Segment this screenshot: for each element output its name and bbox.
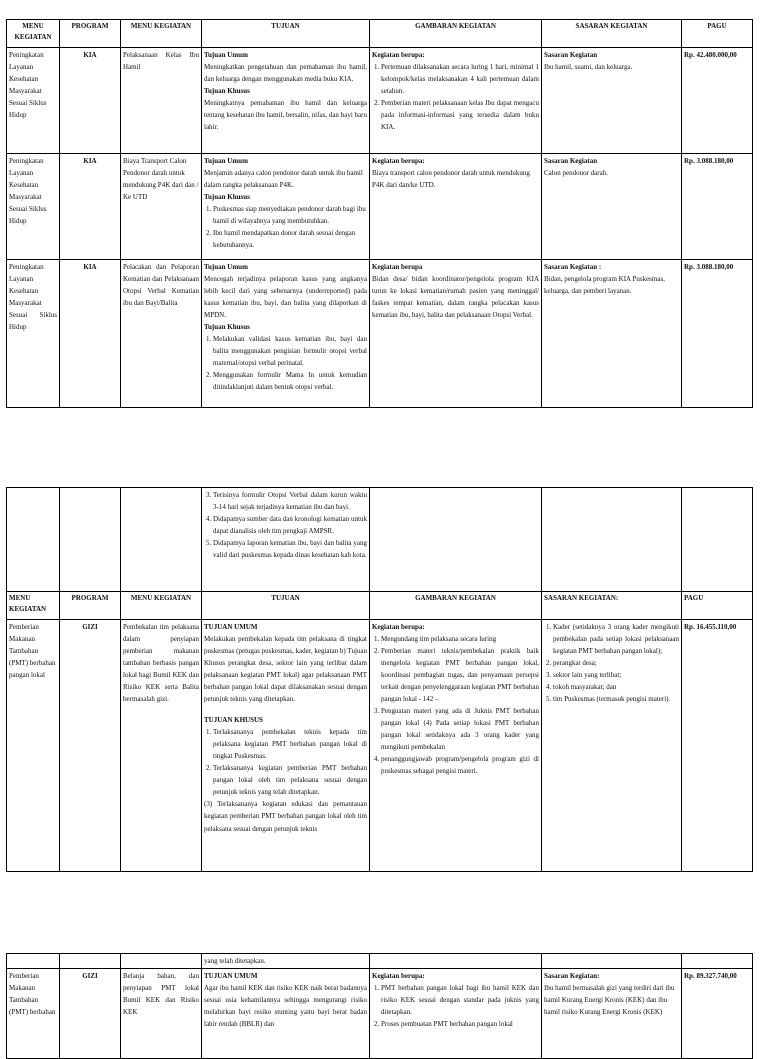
- tujuan-khusus-label: TUJUAN KHUSUS: [204, 716, 263, 725]
- header-sasaran: SASARAN KEGIATAN:: [542, 592, 682, 620]
- table-row: [7, 969, 753, 1059]
- sasaran-text: Calon pendonor darah.: [544, 169, 608, 178]
- sasaran-cell: [542, 969, 682, 1059]
- tujuan-khusus-label: Tujuan Khusus: [204, 193, 250, 202]
- activity-table-page-2: [6, 487, 753, 872]
- tujuan-umum-label: Tujuan Umum: [204, 263, 248, 271]
- tujuan-umum-label: Tujuan Umum: [204, 51, 248, 59]
- sasaran-label: Sasaran Kegiatan :: [544, 263, 602, 271]
- table-row: [7, 260, 753, 408]
- header-menu: MENU KEGIATAN: [7, 20, 60, 48]
- activity-table-page-3: [6, 953, 753, 1059]
- tujuan-khusus-text: Meningkatnya pemahaman ibu hamil dan keluarga tentang kesehatan ibu hamil, bersalin, nifas, dan bayi baru lahir.: [204, 99, 367, 132]
- tujuan-khusus-label: Tujuan Khusus: [204, 87, 250, 96]
- list-item: 1. PMT berbahan pangan lokal bagi ibu hamil KEK dan risiko KEK sesuai dengan standar pada juknis yang ditetapkan.: [381, 982, 539, 1018]
- program-cell: GIZI: [60, 969, 121, 1059]
- list-item: 4. Didapatnya sumber data dan kronologi kematian untuk dapat dianalisis oleh tim pengkaji AMPSR.: [213, 513, 367, 537]
- list-item: 5. tim Puskesmas (termasuk pengisi materi).: [553, 693, 679, 705]
- menu-cell: [7, 488, 60, 592]
- gambaran-cell: [370, 620, 542, 872]
- tujuan-umum-text: Melakukan pembekalan kepada tim pelaksana di tingkat puskesmas (petugas puskesmas, kader, kegiatan b) Tujuan Khusus perangkat desa, sektor lain yang terlibat dalam pelaksanaan kegiatan PMT lokal) agar pelaksanaan PMT berbahan pangan lokal dapat dilaksanakan sesuai dengan petunjuk teknis yang ditetapkan.: [204, 635, 367, 704]
- sasaran-cell: [542, 48, 682, 154]
- header-menu: MENU KEGIATAN: [7, 592, 60, 620]
- table-header-row: [7, 20, 753, 48]
- table-row: [7, 154, 753, 260]
- header-pagu: PAGU: [682, 20, 753, 48]
- header-gambaran: GAMBARAN KEGIATAN: [370, 592, 542, 620]
- gambaran-cell: [370, 488, 542, 592]
- sasaran-cell: [542, 954, 682, 969]
- table-header-row: [7, 592, 753, 620]
- list-item: 2. Proses pembuatan PMT berbahan pangan lokal: [381, 1018, 539, 1030]
- sasaran-label: Sasaran Kegiatan: [544, 51, 598, 59]
- kegiatan-cell: [121, 488, 202, 592]
- header-tujuan: TUJUAN: [202, 20, 370, 48]
- tujuan-cell: [202, 260, 370, 408]
- kegiatan-cell: Pelaksanaan Kelas Ibu Hamil: [121, 48, 202, 154]
- menu-cell: Peningkatan Layanan Kesehatan Masyarakat Sesuai Siklus Hidup: [7, 154, 60, 260]
- tujuan-umum-text: Meningkatkan pengetahuan dan pemahaman ibu hamil, dan keluarga dengan menggunakan media buku KIA.: [204, 63, 367, 84]
- program-cell: KIA: [60, 154, 121, 260]
- table-row: [7, 488, 753, 592]
- tujuan-cell: [202, 620, 370, 872]
- list-item: 5. Didapatnya laporan kematian ibu, bayi dan balita yang valid dari puskesmas kepada dinas kesehatan kab kota.: [213, 537, 367, 561]
- menu-cell: Pemberian Makanan Tambahan (PMT) berbahan: [7, 969, 60, 1059]
- list-item: 2. Terlaksananya kegiatan pemberian PMT berbahan pangan lokal oleh tim pelaksana sesuai dengan petunjuk teknis yang telah ditetapkan.: [213, 762, 367, 798]
- sasaran-cell: [542, 488, 682, 592]
- list-item: 2. perangkat desa;: [553, 657, 679, 669]
- header-program: PROGRAM: [60, 20, 121, 48]
- activity-table-page-1: [6, 19, 753, 408]
- tujuan-umum-text: Agar ibu hamil KEK dan risiko KEK naik berat badannya sesuai usia kehamilannya sehingga mengurangi risiko melahirkan bayi resiko stunting yaitu bayi berat badan lahir rendah (BBLR) dan: [204, 984, 367, 1029]
- header-kegiatan: MENU KEGIATAN: [121, 20, 202, 48]
- header-kegiatan: MENU KEGIATAN: [121, 592, 202, 620]
- tujuan-umum-label: TUJUAN UMUM: [204, 972, 258, 981]
- program-cell: [60, 954, 121, 969]
- list-item: 1. Mengundang tim pelaksana secara luring: [381, 633, 539, 645]
- list-item: 2. Ibu hamil mendapatkan donor darah sesuai dengan kebutuhannya.: [213, 227, 367, 251]
- kegiatan-cell: Biaya Transport Calon Pendonor darah untuk mendukung P4K dari dan / Ke UTD: [121, 154, 202, 260]
- kegiatan-cell: Pembekalan tim pelaksana dalam penyiapan pemberian makanan tambahan berbasis pangan lokal bagi Bumil KEK dan Risiko KEK serta Balita bermasalah gizi.: [121, 620, 202, 872]
- table-row: [7, 620, 753, 872]
- program-cell: GIZI: [60, 620, 121, 872]
- tujuan-cell: [202, 48, 370, 154]
- program-cell: KIA: [60, 48, 121, 154]
- program-cell: KIA: [60, 260, 121, 408]
- list-item: 2. Pemberian materi pelaksanaan kelas Ibu dapat mengacu pada informasi-informasi yang tersedia dalam buku KIA.: [381, 97, 539, 133]
- tujuan-umum-text: Menjamin adanya calon pendonor darah untuk ibu hamil dalam rangka pelaksanaan P4K.: [204, 169, 363, 190]
- spacer: [204, 705, 367, 714]
- gambaran-cell: [370, 48, 542, 154]
- list-item: 2. Menggunakan formulir Mama In untuk kemudian ditindaklanjuti dalam bentuk otopsi verbal.: [213, 369, 367, 393]
- tujuan-cell: [202, 969, 370, 1059]
- menu-cell: Pemberian Makanan Tambahan (PMT) berbahan pangan lokal: [7, 620, 60, 872]
- gambaran-cell: [370, 260, 542, 408]
- list-item: 1. Terlaksananya pembekalan teknis kepada tim pelaksana kegiatan PMT berbahan pangan lokal di tingkat Puskesmas.: [213, 726, 367, 762]
- tujuan-cell: [202, 488, 370, 592]
- header-tujuan: TUJUAN: [202, 592, 370, 620]
- tujuan-umum-label: Tujuan Umum: [204, 157, 248, 165]
- sasaran-label: Sasaran Kegiatan: [544, 157, 598, 165]
- pagu-cell: Rp. 16.455.110,00: [682, 620, 753, 872]
- list-item: 1. Melakukan validasi kasus kematian ibu, bayi dan balita menggunakan pengisian formulir otopsi verbal maternal/otopsi verbal perinatal.: [213, 333, 367, 369]
- kegiatan-cell: [121, 954, 202, 969]
- sasaran-label: Sasaran Kegiatan:: [544, 972, 600, 981]
- gambaran-label: Kegiatan berupa: [372, 263, 423, 271]
- pagu-cell: Rp. 42.480.000,00: [682, 48, 753, 154]
- gambaran-text: Biaya transport calon pendonor darah untuk mendukung P4K dari dan/ke UTD.: [372, 169, 530, 190]
- pagu-cell: Rp. 89.327.740,00: [682, 969, 753, 1059]
- kegiatan-cell: Belanja bahan, dan penyiapan PMT lokal Bumil KEK dan Risiko KEK: [121, 969, 202, 1059]
- gambaran-text: Bidan desa/ bidan koordinator/pengelola program KIA turun ke lokasi kematian/rumah pasien yang meninggal/ faskes tempat kematian, dalam rangka pelacakan kasus kematian ibu, bayi, balita dan pelaksanaan Otopsi Verbal.: [372, 275, 539, 320]
- list-item: 4. penanggungjawab program/pengelola program gizi di puskesmas sebagai pengisi materi.: [381, 753, 539, 777]
- header-pagu: PAGU: [682, 592, 753, 620]
- tujuan-cell: [202, 154, 370, 260]
- pagu-cell: Rp. 3.088.180,00: [682, 260, 753, 408]
- list-item: 3. sektor lain yang terlibat;: [553, 669, 679, 681]
- list-item: 1. Puskesmas siap menyediakan pendonor darah bagi ibu hamil di wilayahnya yang membutuhkan.: [213, 203, 367, 227]
- pagu-cell: [682, 488, 753, 592]
- sasaran-cell: [542, 620, 682, 872]
- gambaran-label: Kegiatan berupa:: [372, 623, 425, 631]
- program-cell: [60, 488, 121, 592]
- list-item: 3. Terisinya formulir Otopsi Verbal dalam kurun waktu 3-14 hari sejak terjadinya kematian ibu dan bayi.: [213, 489, 367, 513]
- tujuan-umum-text: Mencegah terjadinya pelaporan kasus yang angkanya lebih kecil dari yang sebenarnya (underreported) pada kasus kematian ibu, bayi, dan balita yang dilaporkan di MPDN.: [204, 275, 367, 320]
- list-item: 1. Kader (setidaknya 3 orang kader mengikuti pembekalan pada setiap lokasi pelaksanaan kegiatan PMT berbahan pangan lokal);: [553, 621, 679, 657]
- gambaran-cell: [370, 154, 542, 260]
- tujuan-khusus-label: Tujuan Khusus: [204, 323, 250, 332]
- menu-cell: Peningkatan Layanan Kesehatan Masyarakat Sesuai Siklus Hidup: [7, 260, 60, 408]
- sasaran-cell: [542, 154, 682, 260]
- tujuan-khusus-extra: (3) Terlaksananya kegiatan edukasi dan pemantauan kegiatan pemberian PMT berbahan pangan lokal oleh tim pelaksana sesuai dengan petunjuk teknis: [204, 800, 367, 833]
- gambaran-cell: [370, 969, 542, 1059]
- list-item: 4. tokoh masyarakat; dan: [553, 681, 679, 693]
- sasaran-cell: [542, 260, 682, 408]
- gambaran-label: Kegiatan berupa:: [372, 157, 425, 165]
- pagu-cell: [682, 954, 753, 969]
- gambaran-label: Kegiatan berupa:: [372, 51, 425, 59]
- list-item: 2. Pemberian materi teknis/pembekalan praktik baik mengelola kegiatan PMT berbahan pangan lokal, koordinasi pembagian tugas, dan penyamaan persepsi terkait dengan penyelenggaraan kegiatan PMT berbahan pangan lokal - 142 –: [381, 645, 539, 705]
- kegiatan-cell: Pelacakan dan Pelaporan Kematian dan Pelaksanaan Otopsi Verbal Kematian ibu dan Bayi/Balita: [121, 260, 202, 408]
- sasaran-text: Bidan, pengelola program KIA Puskesmas, keluarga, dan pemberi layanan.: [544, 275, 665, 296]
- sasaran-text: Ibu hamil bermasalah gizi yang terdiri dari ibu hamil Kurang Energi Kronis (KEK) dan ibu hamil risiko Kurang Energi Kronis (KEK): [544, 984, 675, 1017]
- menu-cell: [7, 954, 60, 969]
- header-sasaran: SASARAN KEGIATAN: [542, 20, 682, 48]
- header-gambaran: GAMBARAN KEGIATAN: [370, 20, 542, 48]
- menu-cell: Peningkatan Layanan Kesehatan Masyarakat Sesuai Siklus Hidup: [7, 48, 60, 154]
- table-row: [7, 48, 753, 154]
- pagu-cell: Rp. 3.088.180,00: [682, 154, 753, 260]
- tujuan-cell: yang telah ditetapkan.: [202, 954, 370, 969]
- list-item: 3. Penguatan materi yang ada di Juknis PMT berbahan pangan lokal (4) Pada setiap lokasi PMT berbahan pangan lokal setidaknya ada 3 orang kader yang mengikuti pembekalan: [381, 705, 539, 753]
- tujuan-umum-label: TUJUAN UMUM: [204, 623, 258, 631]
- gambaran-cell: [370, 954, 542, 969]
- table-row: [7, 954, 753, 969]
- gambaran-label: Kegiatan berupa:: [372, 972, 425, 981]
- header-program: PROGRAM: [60, 592, 121, 620]
- list-item: 1. Pertemuan dilaksanakan secara luring 1 hari, minimal 1 kelompok/kelas melaksanakan 4 kali pertemuan dalam setahun.: [381, 61, 539, 97]
- sasaran-text: Ibu hamil, suami, dan keluarga.: [544, 63, 633, 72]
